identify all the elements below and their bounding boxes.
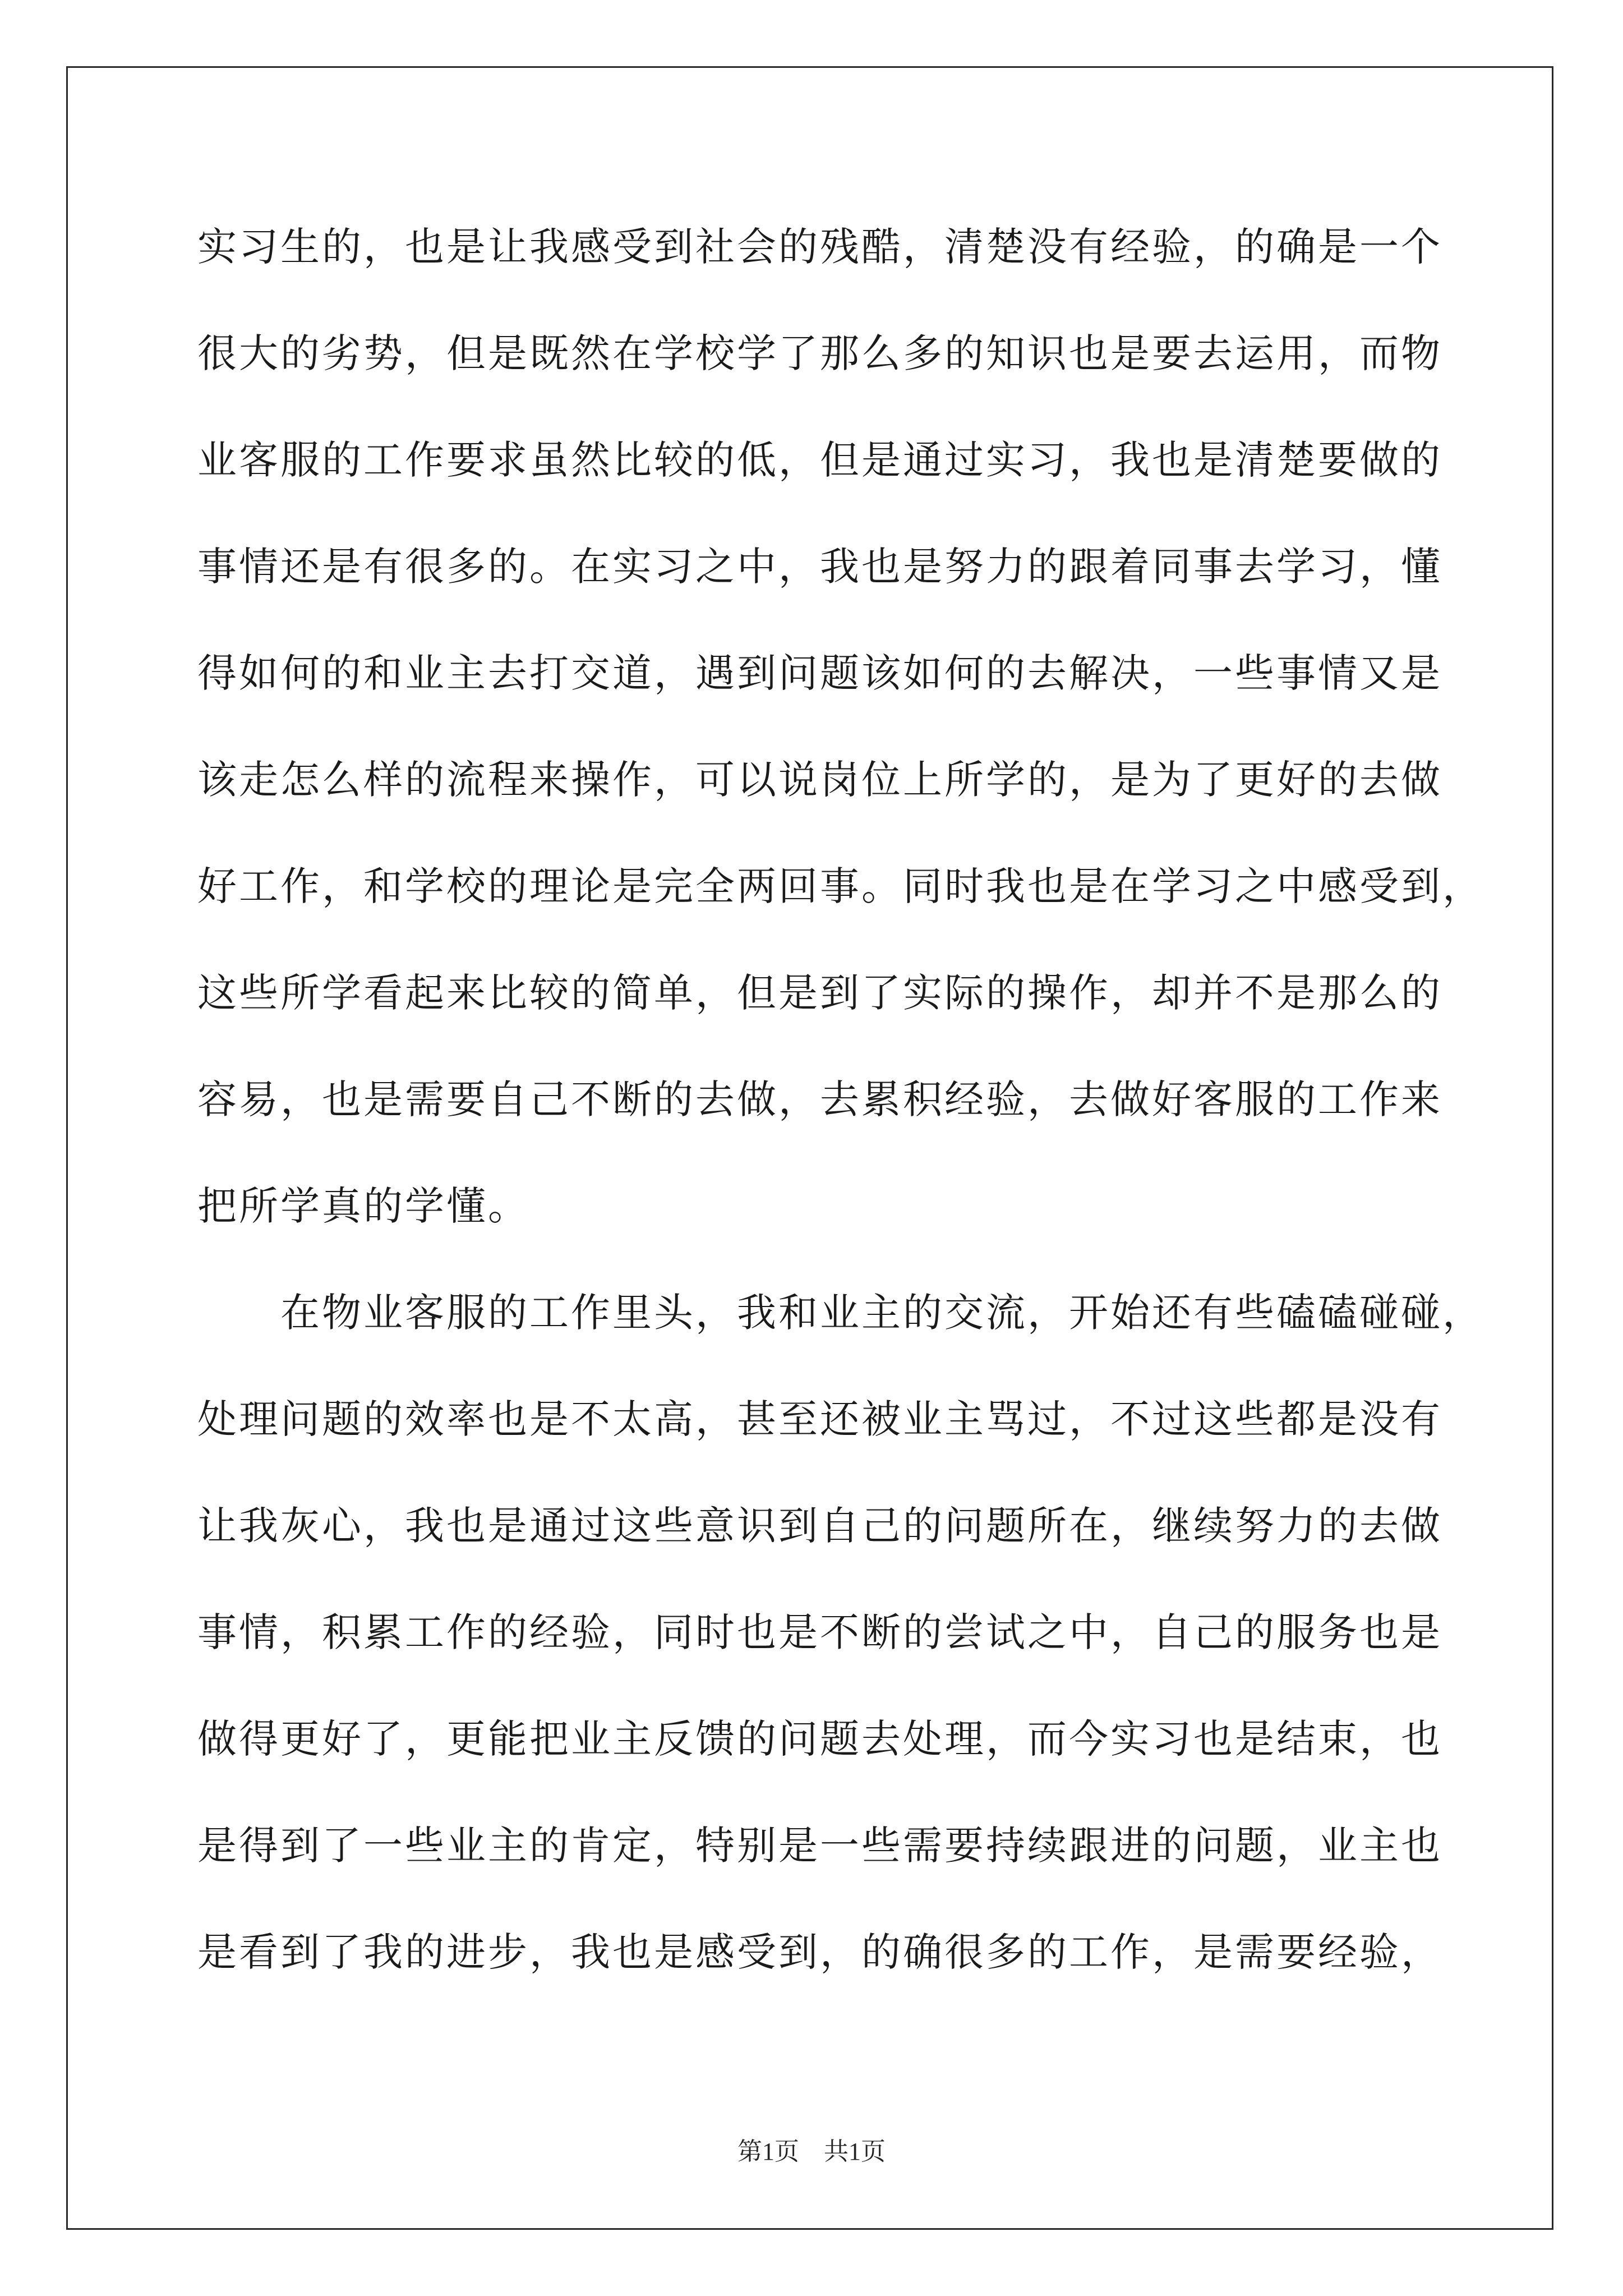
text-line: 做得更好了，更能把业主反馈的问题去处理，而今实习也是结束，也: [197, 1716, 1442, 1762]
text-line: 处理问题的效率也是不太高，甚至还被业主骂过，不过这些都是没有: [197, 1396, 1442, 1442]
page-border: [66, 66, 1553, 2230]
text-line: 在物业客服的工作里头，我和业主的交流，开始还有些磕磕碰碰，: [197, 1290, 1484, 1336]
text-line: 这些所学看起来比较的简单，但是到了实际的操作，却并不是那么的: [197, 970, 1442, 1016]
text-line: 把所学真的学懂。: [197, 1183, 529, 1229]
text-line: 得如何的和业主去打交道，遇到问题该如何的去解决，一些事情又是: [197, 650, 1442, 696]
text-line: 很大的劣势，但是既然在学校学了那么多的知识也是要去运用，而物: [197, 330, 1442, 376]
text-line: 让我灰心，我也是通过这些意识到自己的问题所在，继续努力的去做: [197, 1503, 1442, 1549]
text-line: 是看到了我的进步，我也是感受到，的确很多的工作，是需要经验，: [197, 1929, 1442, 1975]
text-line: 容易，也是需要自己不断的去做，去累积经验，去做好客服的工作来: [197, 1076, 1442, 1122]
text-line: 事情还是有很多的。在实习之中，我也是努力的跟着同事去学习，懂: [197, 544, 1442, 590]
text-line: 是得到了一些业主的肯定，特别是一些需要持续跟进的问题，业主也: [197, 1823, 1442, 1869]
text-line: 事情，积累工作的经验，同时也是不断的尝试之中，自己的服务也是: [197, 1609, 1442, 1655]
text-line: 好工作，和学校的理论是完全两回事。同时我也是在学习之中感受到，: [197, 863, 1484, 909]
text-line: 业客服的工作要求虽然比较的低，但是通过实习，我也是清楚要做的: [197, 437, 1442, 483]
text-line: 实习生的，也是让我感受到社会的残酷，清楚没有经验，的确是一个: [197, 224, 1442, 270]
text-line: 该走怎么样的流程来操作，可以说岗位上所学的，是为了更好的去做: [197, 757, 1442, 803]
page-number-footer: 第1页 共1页: [737, 2138, 886, 2165]
